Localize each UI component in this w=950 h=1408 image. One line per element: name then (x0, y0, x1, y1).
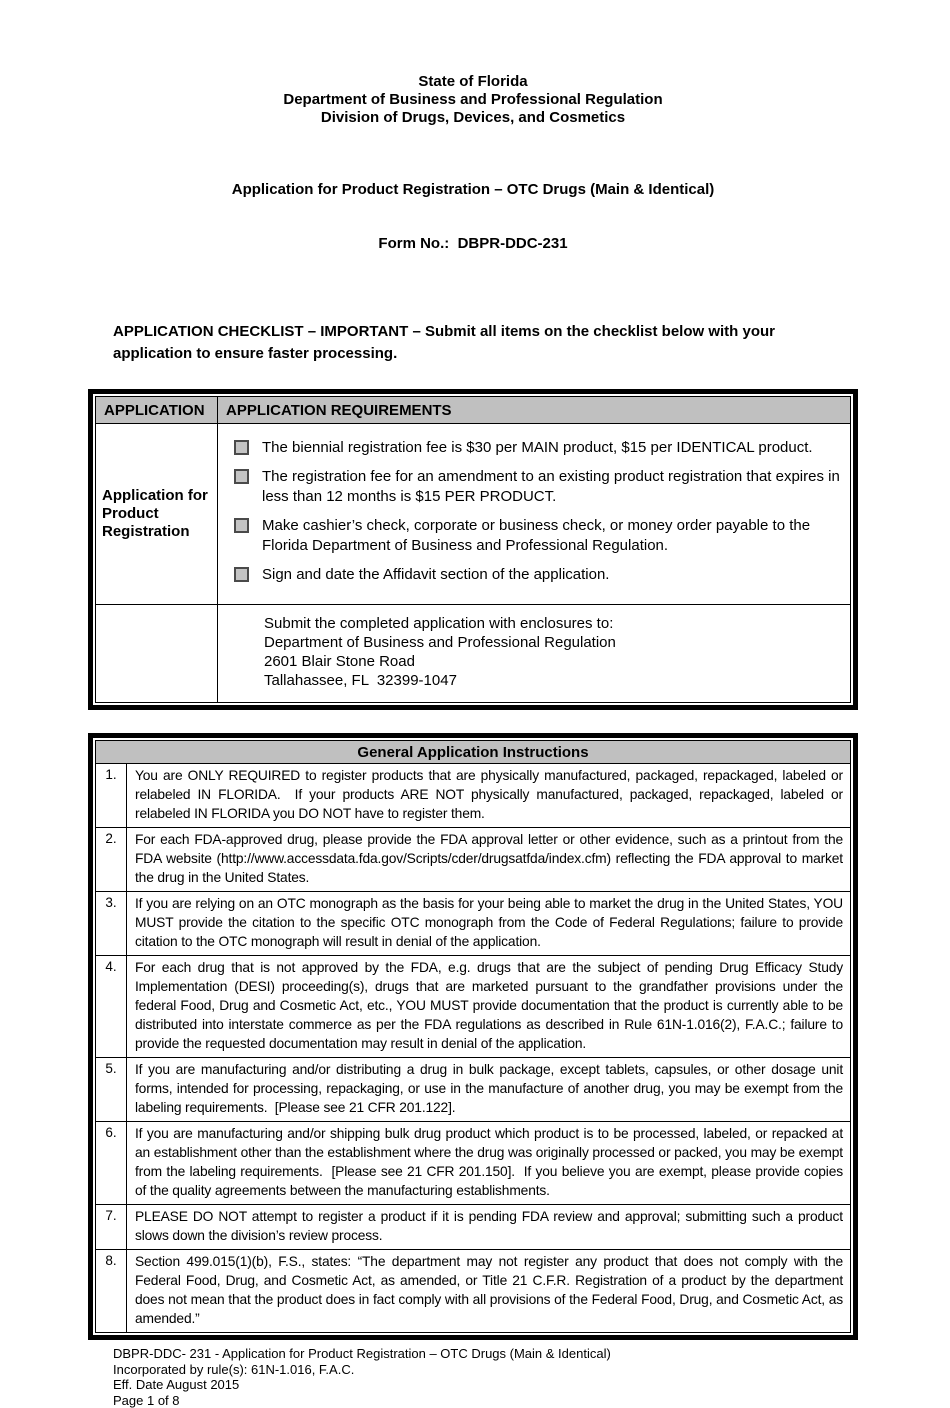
instruction-text: If you are relying on an OTC monograph as the basis for your being able to market the drug in the United States, YOU MUST provide the citation to the specific OTC monograph from the Code of Federal Regulations; failure to provide citation to the OTC monograph will result in denial of the application. (127, 892, 850, 956)
requirement-item (234, 516, 840, 556)
checkbox-icon[interactable] (234, 567, 249, 582)
checklist-col-header-application: APPLICATION (96, 397, 218, 424)
form-title: Application for Product Registration – OTC Drugs (Main & Identical) (88, 181, 858, 199)
instruction-number: 7. (96, 1205, 127, 1250)
instruction-number: 8. (96, 1250, 127, 1332)
page-footer (113, 1346, 858, 1408)
requirement-text: Sign and date the Affidavit section of the application. (262, 565, 609, 585)
requirement-text: The registration fee for an amendment to an existing product registration that expires in less than 12 months is $15 PER PRODUCT. (262, 467, 840, 507)
footer-eff-date: Eff. Date August 2015 (113, 1377, 858, 1393)
requirement-item (234, 467, 840, 507)
instructions-table (96, 741, 850, 1332)
agency-line-3: Division of Drugs, Devices, and Cosmetics (88, 109, 858, 127)
checklist-table-frame (88, 389, 858, 710)
footer-page-number: Page 1 of 8 (113, 1393, 858, 1408)
agency-line-1: State of Florida (88, 73, 858, 91)
checklist-col-header-requirements: APPLICATION REQUIREMENTS (218, 397, 850, 424)
footer-rule: Incorporated by rule(s): 61N-1.016, F.A.C. (113, 1362, 858, 1378)
instruction-number: 2. (96, 828, 127, 892)
submit-address-line: Submit the completed application with enclosures to: (264, 614, 840, 633)
checklist-table (96, 397, 850, 702)
instruction-text: PLEASE DO NOT attempt to register a product if it is pending FDA review and approval; submitting such a product slows down the division’s review process. (127, 1205, 850, 1250)
requirement-text: Make cashier’s check, corporate or business check, or money order payable to the Florida Department of Business and Professional Regulation. (262, 516, 840, 556)
form-title-block (88, 145, 858, 289)
submit-address-line: Tallahassee, FL 32399-1047 (264, 671, 840, 690)
instruction-number: 5. (96, 1058, 127, 1122)
instruction-number: 3. (96, 892, 127, 956)
instruction-number: 1. (96, 764, 127, 828)
requirement-item (234, 438, 840, 458)
instructions-table-title: General Application Instructions (96, 741, 850, 764)
checkbox-icon[interactable] (234, 440, 249, 455)
checkbox-icon[interactable] (234, 518, 249, 533)
instruction-number: 6. (96, 1122, 127, 1205)
checklist-empty-cell (96, 605, 218, 702)
checklist-requirements-cell (218, 424, 850, 605)
checklist-important-note: APPLICATION CHECKLIST – IMPORTANT – Submit all items on the checklist below with your application to ensure faster processing. (113, 321, 808, 365)
instruction-text: For each FDA-approved drug, please provide the FDA approval letter or other evidence, such as a printout from the FDA website (http://www.accessdata.fda.gov/Scripts/cder/drugsatfda/index.cfm) reflecting the FDA approval to market the drug in the United States. (127, 828, 850, 892)
submit-address-line: Department of Business and Professional Regulation (264, 633, 840, 652)
instruction-text: For each drug that is not approved by the FDA, e.g. drugs that are the subject of pending Drug Efficacy Study Implementation (DESI) proceeding(s), drugs that are marketed pursuant to the grandfather provisions under the federal Food, Drug and Cosmetic Act, etc., YOU MUST provide documentation that the product is currently able to be distributed into interstate commerce as per the FDA regulations as described in Rule 61N-1.016(2), F.A.C.; failure to provide the requested documentation may result in denial of the application. (127, 956, 850, 1058)
instructions-table-frame (88, 733, 858, 1340)
requirement-item (234, 565, 840, 585)
instruction-text: You are ONLY REQUIRED to register products that are physically manufactured, packaged, repackaged, labeled or relabeled IN FLORIDA. If your products ARE NOT physically manufactured, packaged, repackaged, labeled or relabeled IN FLORIDA you DO NOT have to register them. (127, 764, 850, 828)
instruction-number: 4. (96, 956, 127, 1058)
footer-form-id: DBPR-DDC- 231 - Application for Product Registration – OTC Drugs (Main & Identical) (113, 1346, 858, 1362)
agency-line-2: Department of Business and Professional Regulation (88, 91, 858, 109)
checkbox-icon[interactable] (234, 469, 249, 484)
submit-address-cell (218, 605, 850, 702)
instruction-text: Section 499.015(1)(b), F.S., states: “The department may not register any product that does not comply with the Federal Food, Drug, and Cosmetic Act, as amended, or Title 21 C.F.R. Registration of a product by the department does not mean that the product does in fact comply with all provisions of the Federal Food, Drug, and Cosmetic Act, as amended.” (127, 1250, 850, 1332)
instruction-text: If you are manufacturing and/or shipping bulk drug product which product is to be processed, labeled, or repacked at an establishment other than the establishment where the drug was originally processed or packed, you may be exempt from the labeling requirements. [Please see 21 CFR 201.150]. If you believe you are exempt, please provide copies of the quality agreements between the manufacturing establishments. (127, 1122, 850, 1205)
form-number: Form No.: DBPR-DDC-231 (88, 235, 858, 253)
checklist-row-label: Application for Product Registration (96, 424, 218, 605)
instruction-text: If you are manufacturing and/or distributing a drug in bulk package, except tablets, capsules, or other dosage unit forms, intended for processing, repackaging, or use in the manufacture of another drug, you may be exempt from the labeling requirements. [Please see 21 CFR 201.122]. (127, 1058, 850, 1122)
submit-address-line: 2601 Blair Stone Road (264, 652, 840, 671)
document-page (88, 0, 858, 1408)
requirement-text: The biennial registration fee is $30 per MAIN product, $15 per IDENTICAL product. (262, 438, 813, 458)
agency-header (88, 73, 858, 127)
